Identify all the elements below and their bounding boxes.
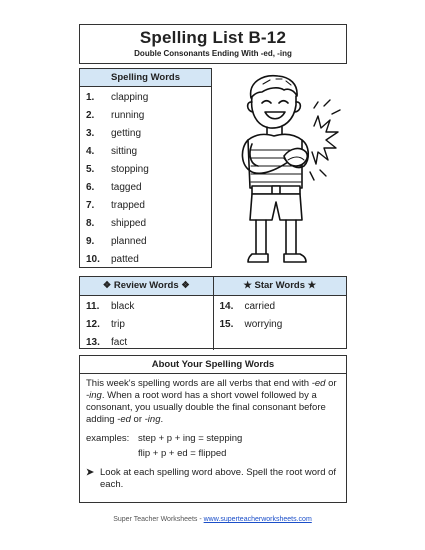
word-number: 11. (86, 301, 100, 312)
word-number: 10. (86, 254, 100, 265)
word: clapping (111, 92, 149, 103)
example-row (86, 433, 339, 445)
star-word-list (214, 296, 347, 350)
tip-text: Look at each spelling word above. Spell the root word of each. (100, 467, 337, 490)
word-number: 8. (86, 218, 95, 229)
list-item (214, 298, 347, 316)
list-item (80, 161, 211, 179)
page-title: Spelling List B-12 (139, 28, 287, 47)
word-number: 9. (86, 236, 95, 247)
review-word-list (80, 296, 214, 350)
word: shipped (111, 218, 147, 229)
spelling-word-list (80, 87, 211, 269)
word-number: 3. (86, 128, 95, 139)
footer-text: Super Teacher Worksheets - (113, 516, 204, 523)
word: running (111, 110, 145, 121)
text: or (130, 414, 145, 425)
list-item (80, 125, 211, 143)
about-body (80, 374, 346, 491)
text: . When a root word has a short vowel followed by a consonant, you usually double the final consonant before adding (86, 390, 326, 425)
word-number: 14. (219, 301, 234, 312)
arrow-icon: ➤ (86, 467, 94, 478)
word-number: 15. (219, 319, 234, 330)
word: trapped (111, 200, 145, 211)
word: sitting (111, 146, 138, 157)
word: planned (111, 236, 147, 247)
list-item (80, 233, 211, 251)
word: carried (244, 301, 276, 312)
word-number: 5. (86, 164, 95, 175)
text: This week's spelling words are all verbs that end with (86, 378, 312, 389)
review-star-columns (80, 296, 346, 350)
list-item (80, 143, 211, 161)
tip-row (86, 467, 339, 491)
example-1: step + p + ing = stepping (138, 433, 243, 444)
suffix-ed: -ed (311, 378, 326, 389)
list-item (80, 179, 211, 197)
word: black (111, 301, 135, 312)
review-words-header: ❖ Review Words ❖ (80, 277, 214, 295)
title-box (79, 24, 347, 64)
word: getting (111, 128, 142, 139)
list-item (214, 316, 347, 334)
word-number: 2. (86, 110, 95, 121)
spelling-words-box (79, 68, 212, 268)
about-box (79, 355, 347, 503)
spelling-words-header: Spelling Words (80, 69, 211, 87)
word: trip (111, 319, 125, 330)
word: tagged (111, 182, 142, 193)
list-item (80, 89, 211, 107)
list-item (80, 316, 213, 334)
examples-label: examples: (86, 433, 130, 444)
word-number: 12. (86, 319, 100, 330)
word-number: 1. (86, 92, 95, 103)
suffix-ing: -ing (86, 390, 102, 401)
word-number: 13. (86, 337, 100, 348)
text: . (160, 414, 164, 425)
word: stopping (111, 164, 149, 175)
word: patted (111, 254, 139, 265)
footer-link[interactable]: www.superteacherworksheets.com (203, 516, 312, 523)
list-item (80, 107, 211, 125)
about-paragraph (86, 378, 339, 426)
about-header: About Your Spelling Words (80, 356, 346, 374)
list-item (80, 197, 211, 215)
footer (0, 516, 425, 523)
review-star-header-row (80, 277, 346, 296)
review-star-words-box (79, 276, 347, 349)
page-subtitle: Double Consonants Ending With -ed, -ing (134, 49, 292, 58)
suffix-ing: -ing (144, 414, 161, 425)
list-item (80, 334, 213, 352)
suffix-ed: -ed (117, 414, 131, 425)
word: worrying (244, 319, 283, 330)
boy-clapping-illustration (218, 70, 348, 270)
word-number: 7. (86, 200, 95, 211)
word-number: 4. (86, 146, 95, 157)
list-item (80, 251, 211, 269)
word: fact (111, 337, 128, 348)
word-number: 6. (86, 182, 95, 193)
list-item (80, 298, 213, 316)
star-words-header: ★ Star Words ★ (214, 277, 347, 295)
example-2: flip + p + ed = flipped (138, 448, 227, 459)
list-item (80, 215, 211, 233)
text: or (325, 378, 337, 389)
